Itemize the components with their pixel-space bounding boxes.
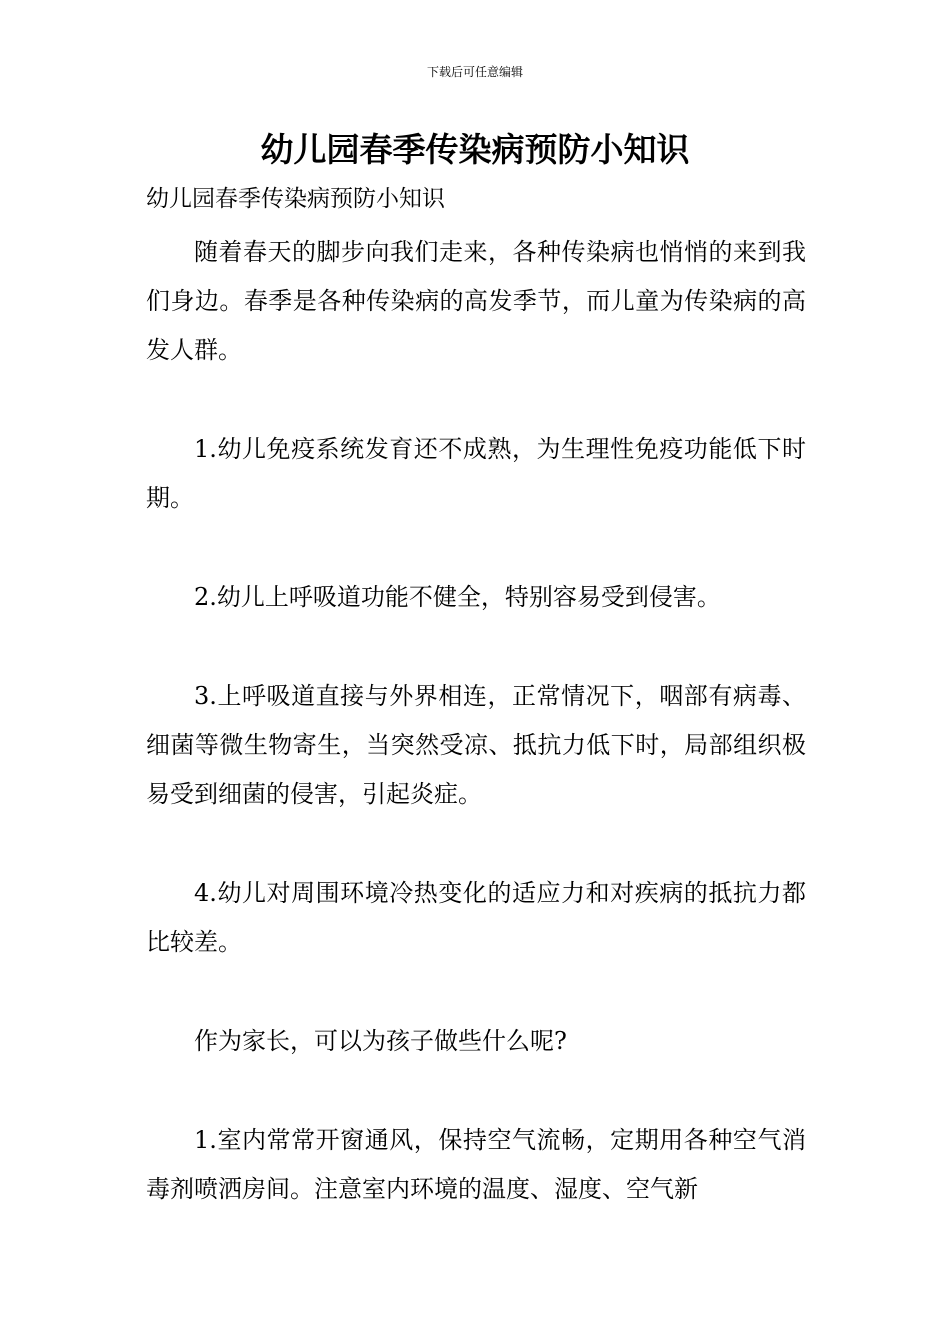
reason-item-2: 2.幼儿上呼吸道功能不健全，特别容易受到侵害。 bbox=[194, 583, 721, 611]
paragraph-gap bbox=[146, 1066, 806, 1116]
parents-question: 作为家长，可以为孩子做些什么呢? bbox=[194, 1027, 567, 1055]
reason-item-3: 3.上呼吸道直接与外界相连，正常情况下，咽部有病毒、细菌等微生物寄生，当突然受凉、抵抗力低下时，局部组织极易受到细菌的侵害，引起炎症。 bbox=[146, 682, 806, 808]
paragraph-gap bbox=[146, 375, 806, 425]
header-note: 下载后可任意编辑 bbox=[426, 65, 523, 79]
reason-item-4: 4.幼儿对周围环境冷热变化的适应力和对疾病的抵抗力都比较差。 bbox=[146, 879, 806, 956]
document-subtitle: 幼儿园春季传染病预防小知识 bbox=[146, 186, 445, 212]
paragraph-gap bbox=[146, 967, 806, 1017]
paragraph-gap bbox=[146, 819, 806, 869]
advice-item-1: 1.室内常常开窗通风，保持空气流畅，定期用各种空气消毒剂喷洒房间。注意室内环境的温度、湿度、空气新 bbox=[146, 1126, 806, 1203]
paragraph-gap bbox=[146, 523, 806, 573]
paragraph-gap bbox=[146, 622, 806, 672]
document-body bbox=[146, 228, 806, 1214]
reason-item-1: 1.幼儿免疫系统发育还不成熟，为生理性免疫功能低下时期。 bbox=[146, 435, 806, 512]
page-title: 幼儿园春季传染病预防小知识 bbox=[260, 130, 690, 169]
intro-paragraph: 随着春天的脚步向我们走来，各种传染病也悄悄的来到我们身边。春季是各种传染病的高发季节，而儿童为传染病的高发人群。 bbox=[146, 238, 806, 364]
